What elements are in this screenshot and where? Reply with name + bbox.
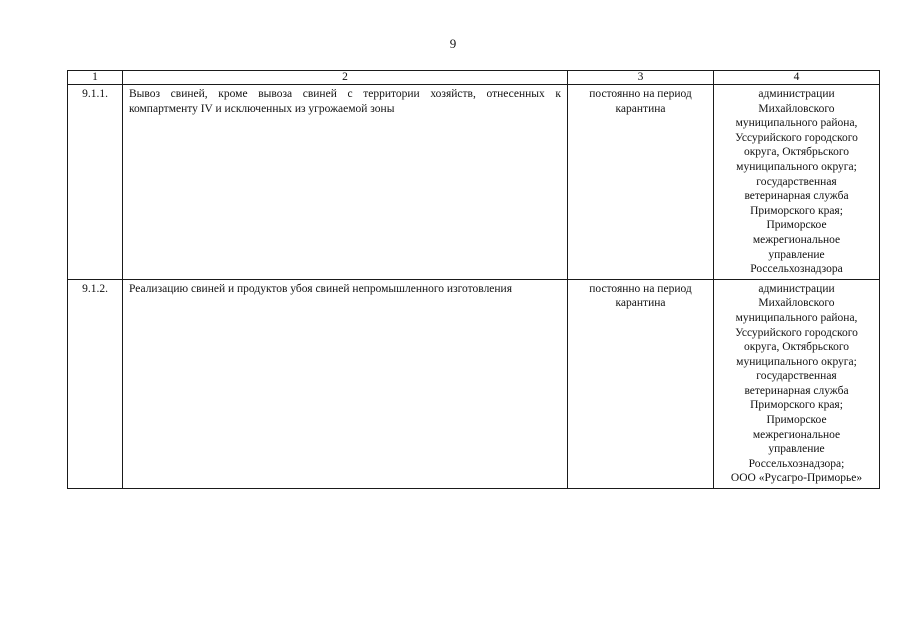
- responsible-line: управление: [768, 248, 825, 261]
- measure-description: Вывоз свиней, кроме вывоза свиней с территории хозяйств, отнесенных к компартменту IV и исключенных из угрожаемой зоны: [123, 85, 568, 280]
- column-header-4: 4: [714, 71, 880, 85]
- responsible-line: Россельхознадзора: [750, 263, 843, 276]
- measure-period: [568, 279, 714, 488]
- responsible-line: Михайловского: [758, 297, 835, 310]
- table-header-row: [68, 71, 880, 85]
- table-row: [68, 279, 880, 488]
- period-line: постоянно на период: [589, 88, 692, 100]
- responsible-line: Приморское: [766, 219, 827, 232]
- responsible-line: государственная: [756, 175, 837, 188]
- table-row: [68, 85, 880, 280]
- responsible-line: администрации: [758, 282, 835, 295]
- responsible-line: округа, Октябрьского: [743, 341, 850, 354]
- responsible-line: муниципального района,: [735, 117, 858, 130]
- measure-period: [568, 85, 714, 280]
- responsible-line: муниципального района,: [735, 311, 858, 324]
- period-line: постоянно на период: [589, 282, 692, 295]
- responsible-parties: [714, 279, 880, 488]
- period-line: карантина: [615, 297, 666, 310]
- item-number: 9.1.1.: [68, 85, 123, 280]
- responsible-line: Приморского края;: [750, 399, 843, 412]
- responsible-line: ООО «Русагро-Приморье»: [730, 472, 863, 485]
- period-line: карантина: [615, 102, 666, 115]
- responsible-line: округа, Октябрьского: [743, 146, 850, 159]
- responsible-line: Россельхознадзора;: [748, 457, 845, 470]
- responsible-line: Михайловского: [758, 102, 835, 115]
- responsible-line: ветеринарная служба: [744, 190, 849, 203]
- responsible-line: управление: [768, 443, 825, 456]
- responsible-line: Уссурийского городского: [735, 326, 858, 339]
- responsible-line: Уссурийского городского: [735, 131, 858, 144]
- responsible-line: Приморского края;: [750, 204, 843, 217]
- responsible-line: муниципального округа;: [736, 355, 857, 368]
- responsible-parties: [714, 85, 880, 280]
- column-header-1: 1: [68, 71, 123, 85]
- responsible-line: межрегиональное: [752, 428, 841, 441]
- responsible-line: Приморское: [766, 414, 827, 427]
- responsible-line: администрации: [758, 88, 835, 100]
- item-number: 9.1.2.: [68, 279, 123, 488]
- page-number: 9: [449, 36, 457, 51]
- responsible-line: ветеринарная служба: [744, 384, 849, 397]
- column-header-3: 3: [568, 71, 714, 85]
- responsible-line: межрегиональное: [752, 233, 841, 246]
- column-header-2: 2: [123, 71, 568, 85]
- responsible-line: муниципального округа;: [736, 160, 857, 173]
- measure-description: Реализацию свиней и продуктов убоя свиней непромышленного изготовления: [123, 279, 568, 488]
- measures-table: [67, 70, 880, 489]
- responsible-line: государственная: [756, 370, 837, 383]
